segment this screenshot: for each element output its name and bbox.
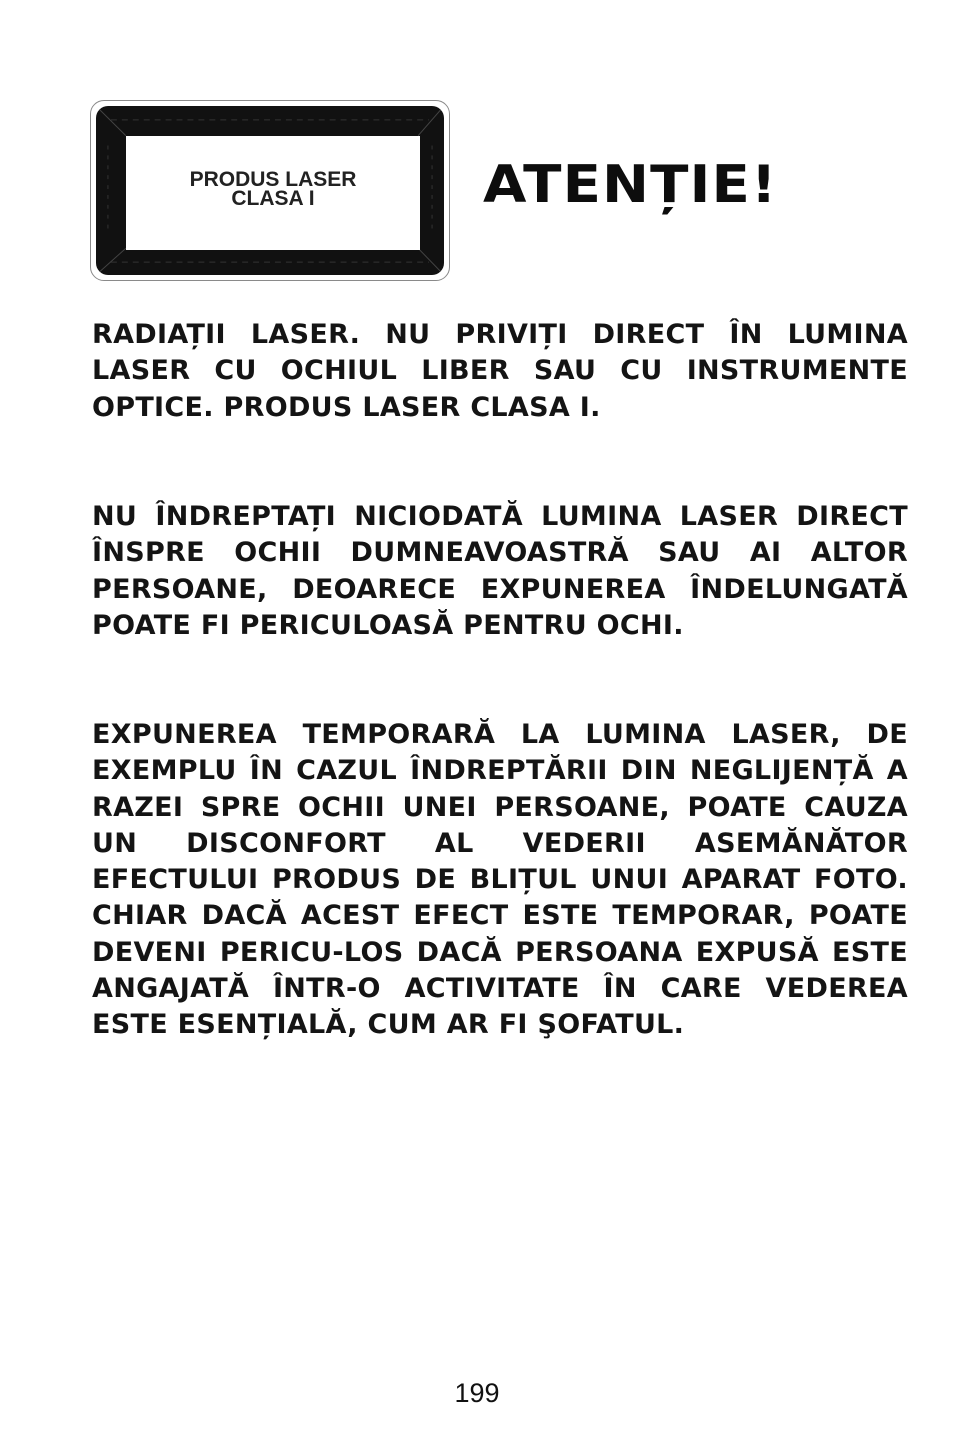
label-line-1: PRODUS LASER (189, 168, 357, 191)
page-title: ATENȚIE! (483, 155, 778, 215)
label-black-border (96, 106, 444, 275)
label-text-panel (126, 136, 420, 250)
warning-paragraph-3: EXPUNEREA TEMPORARĂ LA LUMINA LASER, DE EXEMPLU ÎN CAZUL ÎNDREPTĂRII DIN NEGLIJENȚĂ A RAZEI SPRE OCHII UNEI PERSOANE, POATE CAUZA UN DISCONFORT AL VEDERII ASEMĂNĂTOR EFECTULUI PRODUS DE BLIȚUL UNUI APARAT FOTO. CHIAR DACĂ ACEST EFECT ESTE TEMPORAR, POATE DEVENI PERICU-LOS DACĂ PERSOANA EXPUSĂ ESTE ANGAJATĂ ÎNTR-O ACTIVITATE ÎN CARE VEDEREA ESTE ESENȚIALĂ, CUM AR FI ŞOFATUL. (92, 719, 908, 1041)
label-line-2: CLASA I (231, 187, 315, 210)
page-number: 199 (454, 1378, 500, 1408)
laser-class-label (90, 100, 450, 281)
warning-paragraph-1: RADIAȚII LASER. NU PRIVIȚI DIRECT ÎN LUMINA LASER CU OCHIUL LIBER SAU CU INSTRUMENTE OPTICE. PRODUS LASER CLASA I. (92, 319, 908, 423)
warning-paragraph-2: NU ÎNDREPTAȚI NICIODATĂ LUMINA LASER DIRECT ÎNSPRE OCHII DUMNEAVOASTRĂ SAU AI ALTOR PERSOANE, DEOARECE EXPUNEREA ÎNDELUNGATĂ POATE FI PERICULOASĂ PENTRU OCHI. (92, 501, 908, 641)
